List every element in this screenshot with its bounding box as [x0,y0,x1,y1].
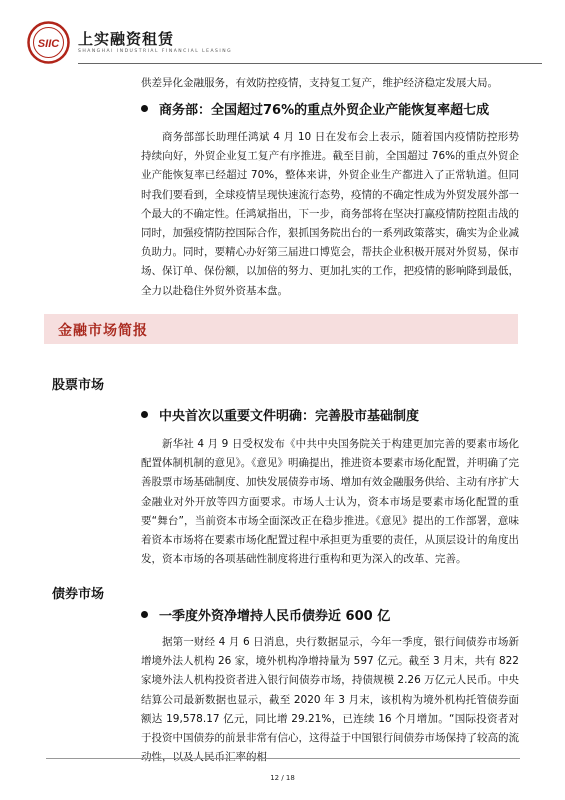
bullet-dot-icon [141,411,148,418]
mofcom-heading: 商务部：全国超过76%的重点外贸企业产能恢复率超七成 [159,103,490,118]
siic-logo-icon [26,20,71,65]
bond-heading: 一季度外资净增持人民币债券近 600 亿 [159,609,391,624]
mofcom-paragraph: 商务部部长助理任鸿斌 4 月 10 日在发布会上表示，随着国内疫情防控形势持续向好，外贸企业复工复产有序推进。截至目前，全国超过 76%的重点外贸企业产能恢复率已经超过 70%，整体来讲，外贸企业生产都进入了正常轨道。但同时我们要看到，全球疫情呈现快速流行态势，疫情的不确定性成为外贸发展外部一个最大的不确定性。任鸿斌指出，下一步，商务部将在坚决打赢疫情防控阻击战的同时，加强疫情防控国际合作，狠抓国务院出台的一系列政策落实，确实为企业减负助力。同时，要精心办好第三届进口博览会，帮扶企业积极开展对外贸易，保市场、保订单、保份额，以加倍的努力、更加扎实的工作，把疫情的影响降到最低，全力以赴稳住外贸外资基本盘。 [141,131,519,297]
intro-paragraph: 供差异化金融服务，有效防控疫情，支持复工复产，维护经济稳定发展大局。 [141,77,498,89]
company-name-cn: 上实融资租赁 [78,30,175,48]
bond-market-title: 债券市场 [52,587,105,602]
page-header [26,20,542,70]
company-name-en: SHANGHAI INDUSTRIAL FINANCIAL LEASING [78,49,233,54]
mofcom-bullet [141,99,531,118]
stock-market-title: 股票市场 [52,378,105,393]
section-title: 金融市场简报 [58,323,148,339]
page-footer [0,765,565,784]
stock-bullet [141,405,531,424]
stock-paragraph: 新华社 4 月 9 日受权发布《中共中央国务院关于构建更加完善的要素市场化配置体制机制的意见》。《意见》明确提出，推进资本要素市场化配置，并明确了完善股票市场基础制度、加快发展债券市场、增加有效金融服务供给、主动有序扩大金融业对外开放等四方面要求。市场人士认为，资本市场是要素市场化配置的重要“舞台”，当前资本市场全面深改正在稳步推进。《意见》提出的工作部署，意味着资本市场将在要素市场化配置过程中承担更为重要的责任，从顶层设计的角度出发，资本市场的各项基础性制度将进行重构和更为深入的改革、完善。 [141,438,519,566]
bond-paragraph: 据第一财经 4 月 6 日消息，央行数据显示，今年一季度，银行间债券市场新增境外法人机构 26 家，境外机构净增持量为 597 亿元。截至 3 月末，共有 822 家境外法人机构投资者进入银行间债券市场，持债规模 2.26 万亿元人民币。中央结算公司最新数据也显示，截至 2020 年 3 月末，该机构为境外机构托管债券面额达 19,578.17 亿元，同比增 29.21%，已连续 16 个月增加。“国际投资者对于投资中国债券的前景非常有信心，这得益于中国银行间债券市场保持了较高的流 [141,636,519,745]
header-divider [78,63,542,64]
footer-divider [46,758,520,759]
stock-heading: 中央首次以重要文件明确：完善股市基础制度 [159,409,420,424]
bullet-dot-icon [141,611,148,618]
page-number: 12 / 18 [270,774,295,782]
bullet-dot-icon [141,105,148,112]
section-banner [44,314,518,344]
logo-text: SIIC [37,38,60,50]
bond-bullet [141,605,531,624]
